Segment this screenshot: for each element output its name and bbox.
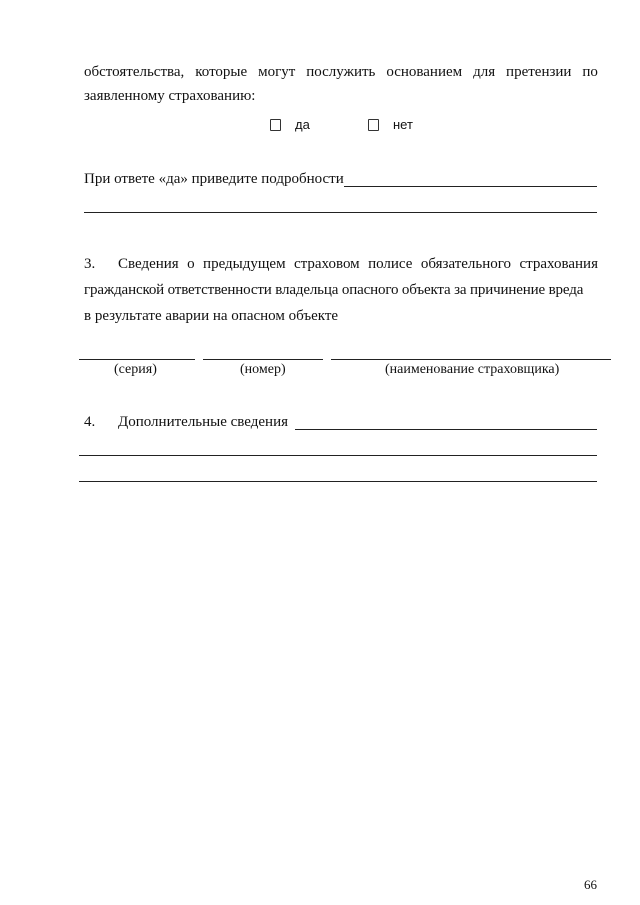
section3-line-2: гражданской ответственности владельца опасного объекта за причинение вреда [84,282,584,298]
section3-line-1 [118,255,598,273]
intro-word: могут [258,64,296,80]
intro-word: обстоятельства, [84,64,185,80]
section4-title: Дополнительные сведения [118,414,289,430]
intro-word: для [473,64,496,80]
section3-word: о [187,256,195,272]
series-caption: (серия) [114,362,157,377]
intro-word: послужить [306,64,376,80]
intro-word: которые [195,64,248,80]
additional-info-underline-2 [79,455,597,456]
no-checkbox[interactable] [368,119,379,131]
section3-word: страховом [294,256,360,272]
insurer-name-field[interactable] [331,345,611,359]
yes-checkbox[interactable] [270,119,281,131]
intro-word: основанием [386,64,463,80]
page-number: 66 [584,877,597,892]
insurer-name-underline [331,359,611,360]
additional-info-field-1[interactable] [295,415,597,429]
additional-info-field-2[interactable] [79,441,597,455]
policy-series-field[interactable] [79,345,195,359]
intro-line-1 [84,63,598,81]
details-prompt: При ответе «да» приведите подробности [84,171,344,187]
insurer-caption: (наименование страховщика) [385,362,560,377]
policy-number-underline [203,359,323,360]
details-underline-1 [344,186,597,187]
section3-line-3: в результате аварии на опасном объекте [84,308,339,324]
section3-word: Сведения [118,256,179,272]
details-field-1[interactable] [344,172,597,186]
intro-word: по [582,64,598,80]
additional-info-underline-1 [295,429,597,430]
policy-number-field[interactable] [203,345,323,359]
details-underline-2 [84,212,597,213]
no-label: нет [393,117,413,132]
number-caption: (номер) [240,362,286,377]
additional-info-field-3[interactable] [79,467,597,481]
details-field-2[interactable] [84,199,597,213]
intro-word: претензии [506,64,572,80]
section4-number: 4. [84,414,96,430]
section3-word: обязательного [420,256,512,272]
section3-word: полисе [368,256,413,272]
intro-line-2: заявленному страхованию: [84,88,256,104]
section3-word: страхования [519,256,598,272]
policy-series-underline [79,359,195,360]
yes-label: да [295,117,310,132]
section3-number: 3. [84,256,96,272]
additional-info-underline-3 [79,481,597,482]
section3-word: предыдущем [203,256,286,272]
